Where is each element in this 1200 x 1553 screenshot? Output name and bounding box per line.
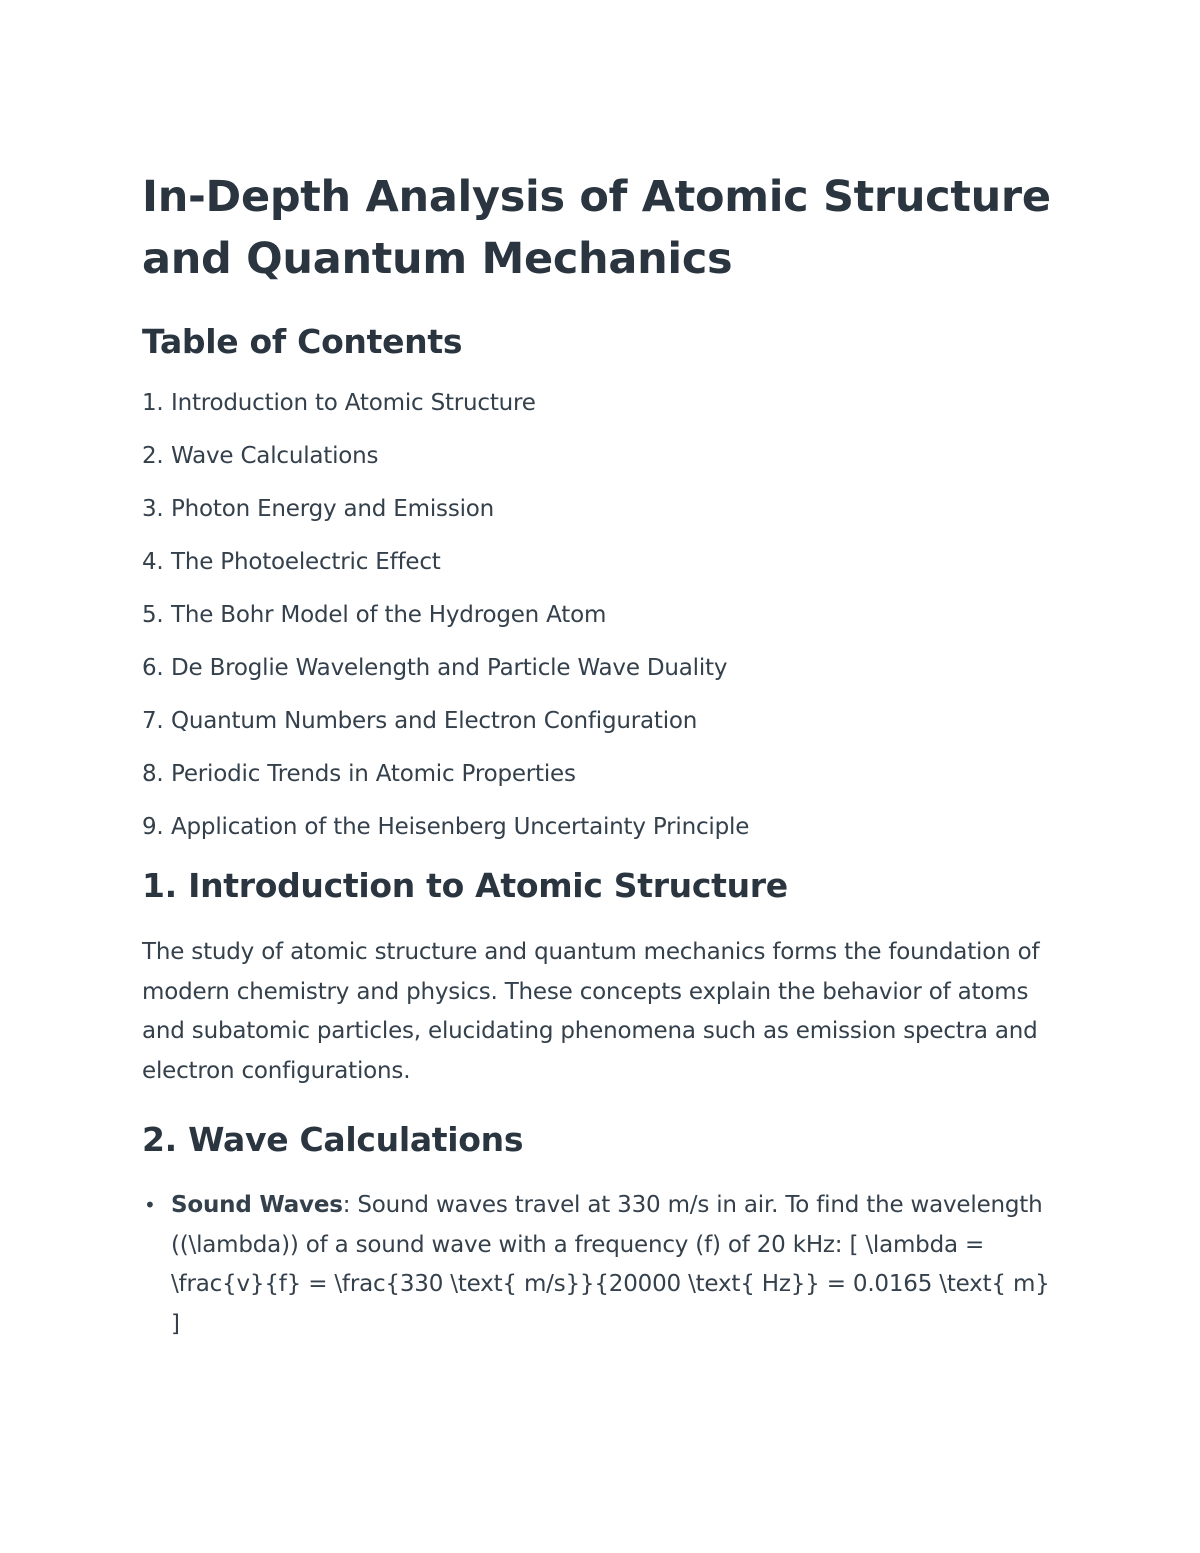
toc-item-label: De Broglie Wavelength and Particle Wave Duality xyxy=(171,655,728,681)
toc-item-label: Periodic Trends in Atomic Properties xyxy=(171,761,576,787)
toc-item-number: 5. xyxy=(142,602,164,628)
bullet-marker: • xyxy=(144,1193,156,1217)
toc-item[interactable] xyxy=(142,758,1062,811)
toc-item[interactable] xyxy=(142,811,1062,864)
list-item xyxy=(142,1186,1062,1344)
toc-item[interactable] xyxy=(142,387,1062,440)
toc-item-label: Wave Calculations xyxy=(171,443,379,469)
toc-item-number: 6. xyxy=(142,655,164,681)
toc-item-number: 7. xyxy=(142,708,164,734)
toc-item-number: 1. xyxy=(142,390,164,416)
table-of-contents xyxy=(142,387,1062,864)
wave-calculations-list xyxy=(142,1186,1062,1344)
section-heading-wave-calculations: 2. Wave Calculations xyxy=(142,1120,524,1159)
toc-item-label: Application of the Heisenberg Uncertainty Principle xyxy=(171,814,750,840)
toc-item-label: Photon Energy and Emission xyxy=(171,496,495,522)
toc-item-number: 8. xyxy=(142,761,164,787)
toc-item[interactable] xyxy=(142,652,1062,705)
toc-item[interactable] xyxy=(142,493,1062,546)
toc-item-label: Quantum Numbers and Electron Configuration xyxy=(171,708,698,734)
toc-item-number: 3. xyxy=(142,496,164,522)
section-heading-introduction: 1. Introduction to Atomic Structure xyxy=(142,866,788,905)
toc-item-label: The Bohr Model of the Hydrogen Atom xyxy=(171,602,607,628)
section-paragraph-introduction: The study of atomic structure and quantum mechanics forms the foundation of modern chemistry and physics. These concepts explain the behavior of atoms and subatomic particles, elucidating phenomena such as emission spectra and electron configurations. xyxy=(142,939,1040,1084)
document-title: In-Depth Analysis of Atomic Structure and Quantum Mechanics xyxy=(142,172,1051,284)
toc-item-number: 4. xyxy=(142,549,164,575)
toc-heading: Table of Contents xyxy=(142,322,463,361)
bullet-text: : Sound waves travel at 330 m/s in air. To find the wavelength ((\lambda)) of a sound wave with a frequency (f) of 20 kHz: [ \lambda = \frac{v}{f} = \frac{330 \text{ m/s}}{20000 \text{ Hz}} = 0.0165 \text{ m} ] xyxy=(171,1192,1050,1337)
toc-item[interactable] xyxy=(142,546,1062,599)
bullet-term: Sound Waves xyxy=(171,1192,343,1218)
toc-item[interactable] xyxy=(142,440,1062,493)
toc-item-label: The Photoelectric Effect xyxy=(171,549,441,575)
toc-item[interactable] xyxy=(142,599,1062,652)
toc-item[interactable] xyxy=(142,705,1062,758)
toc-item-number: 9. xyxy=(142,814,164,840)
document-page xyxy=(142,166,1062,1344)
toc-item-number: 2. xyxy=(142,443,164,469)
toc-item-label: Introduction to Atomic Structure xyxy=(171,390,536,416)
